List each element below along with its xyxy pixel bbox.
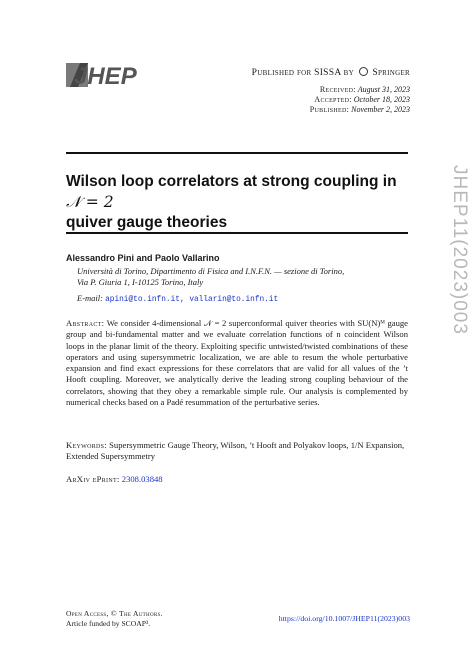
keywords [66,440,408,463]
email-line: E-mail: apini@to.infn.it, vallarin@to.infn.it [77,293,279,304]
arxiv-eprint [66,474,163,484]
springer-horse-icon [359,67,368,76]
title-bottom-rule [66,232,408,234]
affiliation: Università di Torino, Dipartimento di Fisica and I.N.F.N. — sezione di Torino, Via P. Giuria 1, I-10125 Torino, Italy [77,266,345,287]
publisher-name: Springer [372,68,410,78]
arxiv-link[interactable]: 2308.03848 [121,474,163,484]
date-published: Published: November 2, 2023 [309,105,410,114]
abstract-label: Abstract: [66,318,105,328]
doi-link[interactable]: https://doi.org/10.1007/JHEP11(2023)003 [278,614,410,623]
publication-dates [310,85,410,115]
date-received: Received: August 31, 2023 [319,85,410,94]
jhep-logo [66,60,144,90]
date-accepted: Accepted: October 18, 2023 [314,95,410,104]
paper-title: Wilson loop correlators at strong coupling in 𝒩 = 2 quiver gauge theories [66,173,397,231]
publisher-line [252,67,410,78]
side-identifier-text: JHEP11(2023)003 [449,165,470,335]
publisher-prefix: Published for SISSA by [251,68,354,78]
footer-license: Open Access, © The Authors. Article funded by SCOAP³. [66,609,163,628]
keywords-label: Keywords: [66,440,107,450]
authors: Alessandro Pini and Paolo Vallarino [66,253,220,263]
side-identifier [436,165,470,585]
abstract-text: We consider 4-dimensional 𝒩 = 2 superconformal quiver theories with SU(N)ᴹ gauge group and bi-fundamental matter and we evaluate correlation functions of n coincident Wilson loops in the planar limit of the theory. Exploiting specific untwisted/twisted combinations of these operators and using supersymmetric localization, we are able to resum the whole perturbative expansion and find exact expressions for these correlators that are valid for all values of the ’t Hooft coupling. Moreover, we analytically derive the leading strong coupling behaviour of the correlators, showing that they obey a remarkable simple rule. Our analysis is complemented by numerical checks based on a Padé resummation of the perturbative series. [66,318,408,408]
logo-text: JHEP [74,63,137,90]
email-addresses[interactable]: apini@to.infn.it, vallarin@to.infn.it [105,296,279,304]
arxiv-label: ArXiv ePrint: [66,474,120,484]
keywords-text: Supersymmetric Gauge Theory, Wilson, ’t Hooft and Polyakov loops, 1/N Expansion, Extended Supersymmetry [66,440,405,462]
title-top-rule [66,152,408,154]
abstract [66,318,408,408]
